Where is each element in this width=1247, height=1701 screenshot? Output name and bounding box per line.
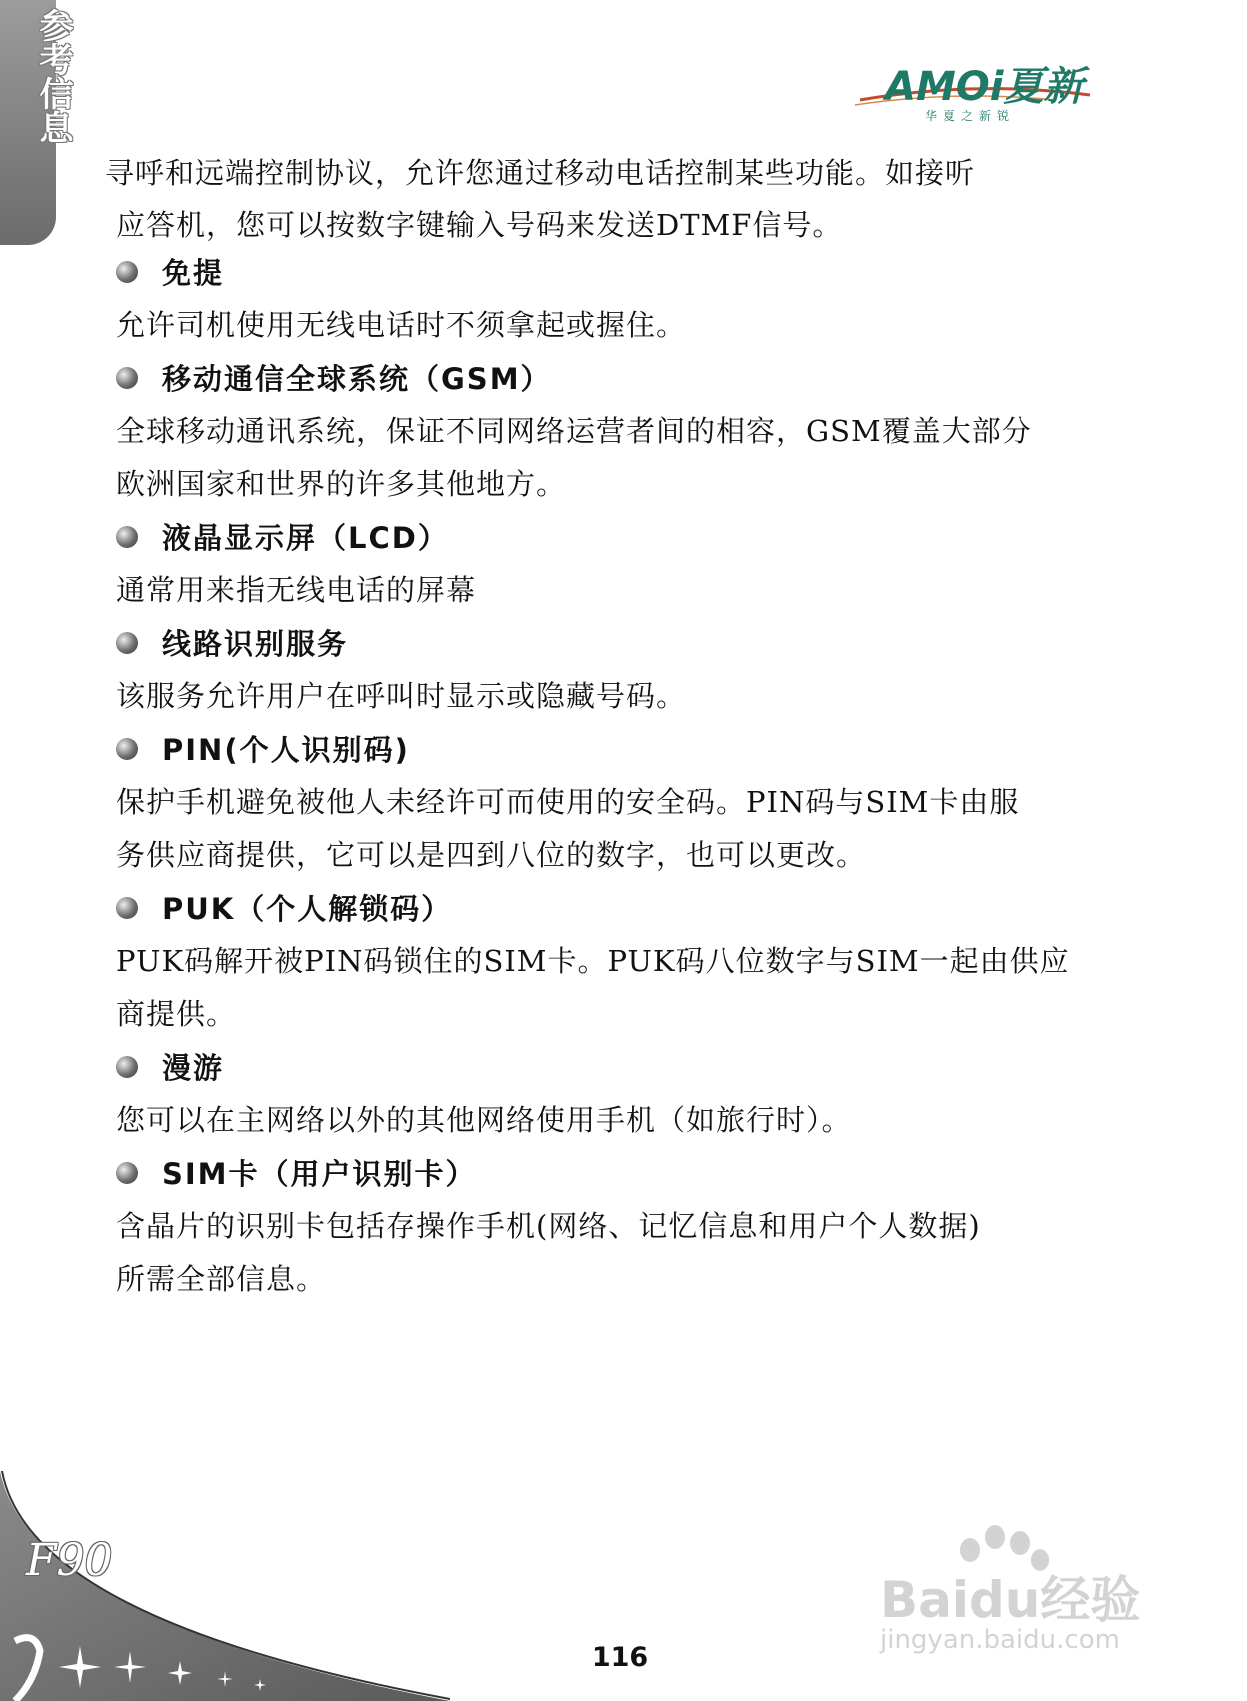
- section-heading: PIN(个人识别码): [116, 728, 410, 768]
- section-heading: 免提: [116, 251, 224, 291]
- intro-line-1: 寻呼和远端控制协议，允许您通过移动电话控制某些功能。如接听: [105, 156, 976, 190]
- watermark-main: Baidu经验: [880, 1571, 1141, 1629]
- watermark-url: jingyan.baidu.com: [880, 1625, 1120, 1655]
- section-line: 允许司机使用无线电话时不须拿起或握住。: [116, 308, 687, 342]
- watermark: [880, 1520, 1180, 1670]
- section-heading: SIM卡（用户识别卡）: [116, 1152, 477, 1192]
- section-line: 通常用来指无线电话的屏幕: [116, 573, 477, 607]
- bullet-icon: [116, 1162, 138, 1184]
- section-line: 务供应商提供，它可以是四到八位的数字，也可以更改。: [116, 838, 867, 872]
- brand-logo: [855, 55, 1095, 125]
- section-heading: 线路识别服务: [116, 622, 348, 662]
- bullet-icon: [116, 897, 138, 919]
- section-heading: PUK（个人解锁码）: [116, 887, 452, 927]
- model-name: F90: [26, 1535, 113, 1586]
- footer-corner-decoration: [0, 1471, 450, 1701]
- bullet-icon: [116, 738, 138, 760]
- bullet-icon: [116, 632, 138, 654]
- section-line: 所需全部信息。: [116, 1262, 327, 1296]
- bullet-icon: [116, 367, 138, 389]
- section-line: 欧洲国家和世界的许多其他地方。: [116, 467, 567, 501]
- bullet-icon: [116, 526, 138, 548]
- bullet-icon: [116, 261, 138, 283]
- logo-slogan: 华夏之新锐: [925, 109, 1016, 123]
- section-line: 保护手机避免被他人未经许可而使用的安全码。PIN码与SIM卡由服: [116, 785, 1020, 819]
- intro-line-2: 应答机，您可以按数字键输入号码来发送DTMF信号。: [116, 208, 843, 242]
- section-line: 您可以在主网络以外的其他网络使用手机（如旅行时）。: [116, 1103, 852, 1137]
- section-line: 该服务允许用户在呼叫时显示或隐藏号码。: [116, 679, 687, 713]
- section-line: PUK码解开被PIN码锁住的SIM卡。PUK码八位数字与SIM一起由供应: [116, 944, 1070, 978]
- bullet-icon: [116, 1056, 138, 1078]
- section-line: 含晶片的识别卡包括存操作手机(网络、记忆信息和用户个人数据): [116, 1209, 981, 1243]
- section-heading: 漫游: [116, 1046, 224, 1086]
- section-line: 全球移动通讯系统，保证不同网络运营者间的相容，GSM覆盖大部分: [116, 414, 1032, 448]
- side-tab-label: 参考信息: [33, 8, 73, 144]
- section-heading: 移动通信全球系统（GSM）: [116, 357, 552, 397]
- logo-brand-text: AMOi夏新: [885, 64, 1084, 110]
- page-number: 116: [591, 1642, 649, 1673]
- section-heading: 液晶显示屏（LCD）: [116, 516, 449, 556]
- section-line: 商提供。: [116, 997, 237, 1031]
